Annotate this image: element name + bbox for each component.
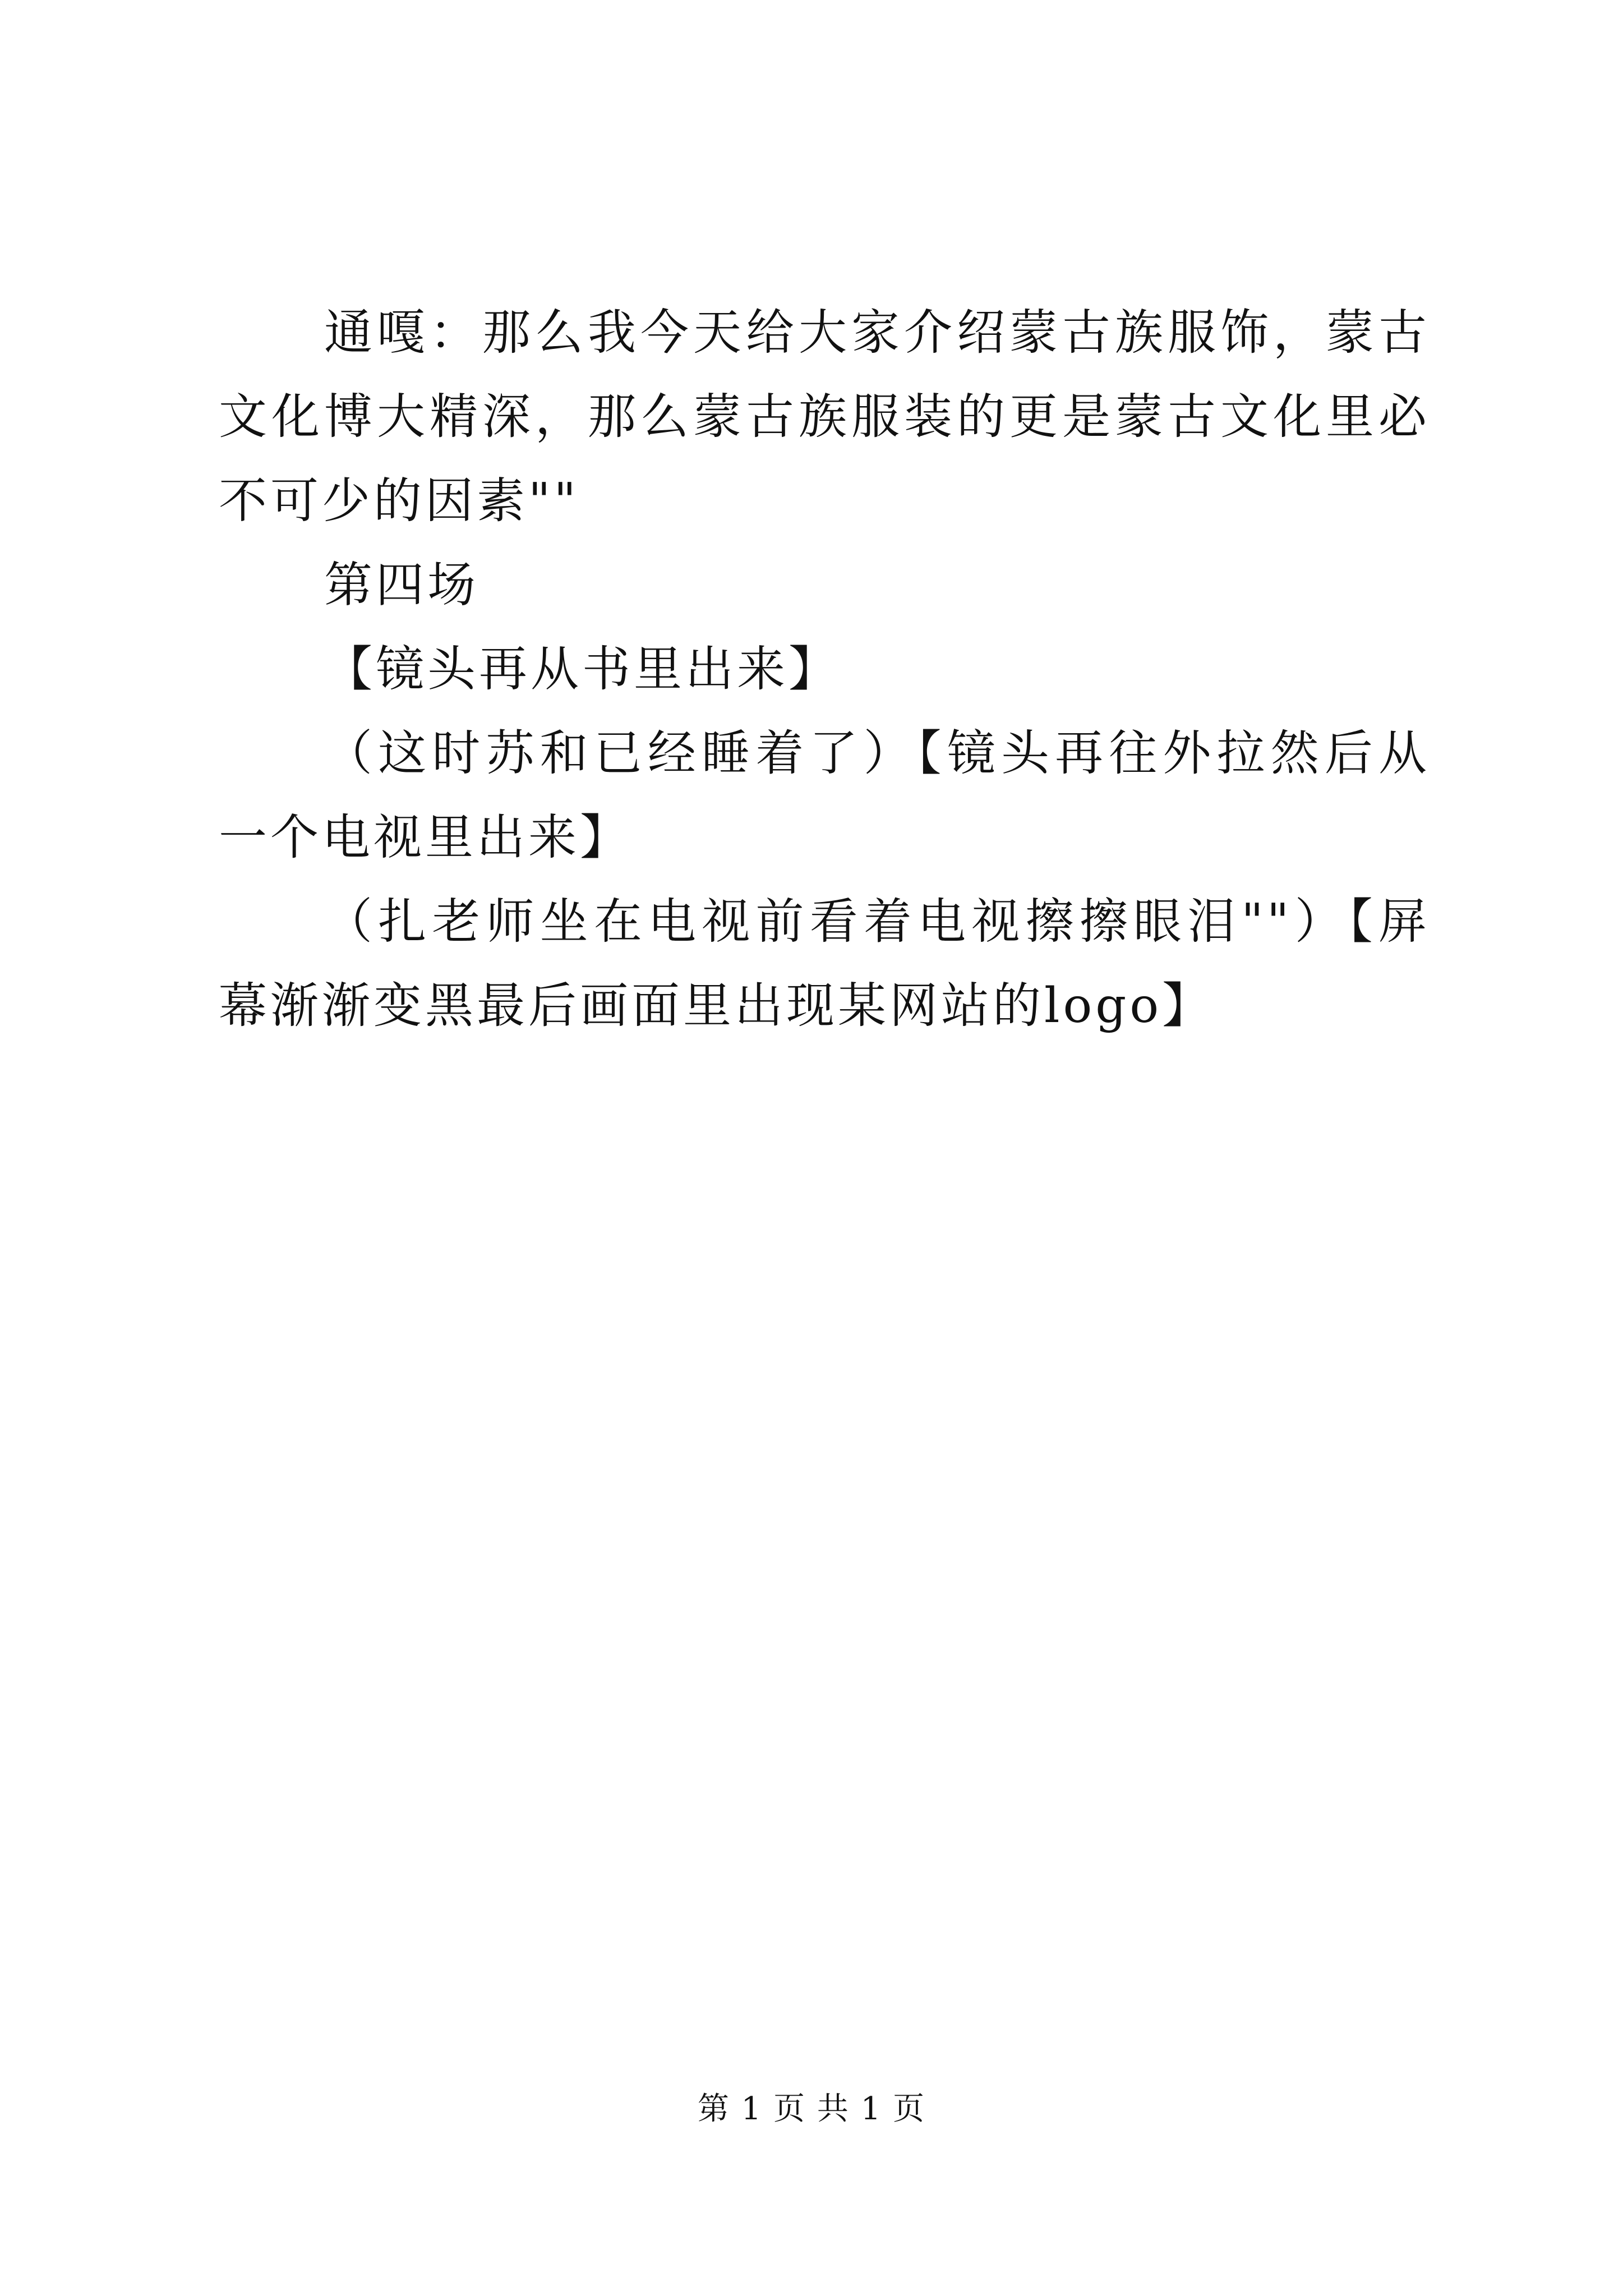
paragraph-scene-heading: 第四场 xyxy=(324,557,479,613)
paragraph-stage-direction: （这时苏和已经睡着了）【镜头再往外拉然后从一个电视里出来】 xyxy=(219,725,1430,866)
paragraph-stage-direction: 【镜头再从书里出来】 xyxy=(324,641,840,697)
page-number-footer: 第 1 页 共 1 页 xyxy=(697,2091,926,2127)
paragraph-stage-direction: （扎老师坐在电视前看着电视擦擦眼泪""）【屏幕渐渐变黑最后画面里出现某网站的logo】 xyxy=(219,894,1430,1034)
paragraph-dialogue: 通嘎：那么我今天给大家介绍蒙古族服饰，蒙古文化博大精深，那么蒙古族服装的更是蒙古文化里必不可少的因素"" xyxy=(219,305,1430,529)
document-body xyxy=(219,291,1430,1048)
